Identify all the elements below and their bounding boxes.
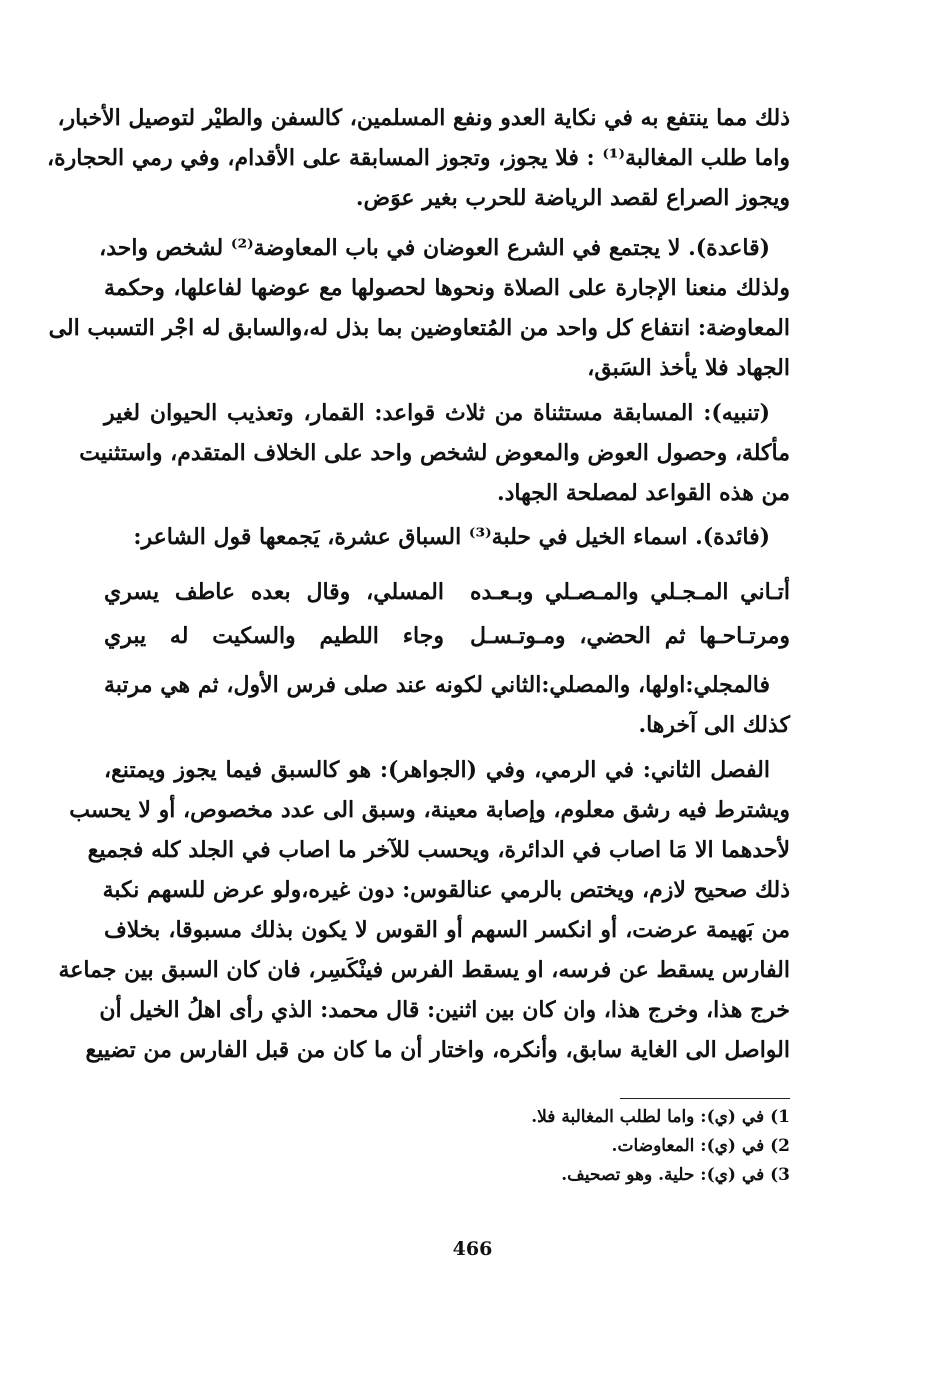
- text-line: ويجوز الصراع لقصد الرياضة للحرب بغير عوَض.: [355, 185, 790, 211]
- paragraph-majli: [104, 665, 790, 745]
- text-line: مأكلة، وحصول العوض والمعوض لشخص واحد على الخلاف المتقدم، واستثنيت: [79, 440, 790, 466]
- text-line: ذلك مما ينتفع به في نكاية العدو ونفع المسلمين، كالسفن والطيْر لتوصيل الأخبار،: [57, 105, 790, 131]
- poem-hemistich-second: وجاء اللطيم والسكيت له يبري: [104, 623, 444, 649]
- text-line: واما طلب المغالبة⁽¹⁾ : فلا يجوز، وتجوز المسابقة على الأقدام، وفي رمي الحجارة،: [47, 145, 790, 171]
- poem-hemistich-first: أتـاني المـجـلي والمـصـلي وبـعـده: [470, 579, 790, 605]
- text-line: (تنبيه): المسابقة مستثناة من ثلاث قواعد: القمار، وتعذيب الحيوان لغير: [104, 400, 770, 426]
- section-heading-line: الفصل الثاني: في الرمي، وفي (الجواهر): هو كالسبق فيما يجوز ويمتنع،: [104, 757, 770, 783]
- poem-hemistich-first: ومرتـاحـها ثم الحضي، ومـوتـسـل: [470, 623, 790, 649]
- paragraph-tanbih: [79, 393, 790, 513]
- paragraph-qaida: [48, 228, 790, 388]
- text-line: المعاوضة: انتفاع كل واحد من المُتعاوضين بما بذل له،والسابق له اجْر التسبب الى: [48, 315, 790, 341]
- paragraph-chapter-two: [58, 750, 790, 1070]
- text-line: الجهاد فلا يأخذ السَبق،: [587, 355, 790, 381]
- footnote-divider: [620, 1098, 790, 1099]
- text-line: ويشترط فيه رشق معلوم، وإصابة معينة، وسبق الى عدد مخصوص، أو لا يحسب: [69, 797, 790, 823]
- paragraph-intro: [47, 98, 790, 218]
- poem-hemistich-second: المسلي، وقال بعده عاطف يسري: [104, 579, 444, 605]
- text-line: لأحدهما الا مَا اصاب في الدائرة، ويحسب للآخر ما اصاب في الجلد كله فجميع: [87, 837, 790, 863]
- poem-verse: [104, 570, 790, 614]
- footnote-1: 1) في (ي): واما لطلب المغالبة فلا.: [531, 1107, 790, 1127]
- poem: [104, 570, 790, 658]
- text-line: فالمجلي:اولها، والمصلي:الثاني لكونه عند صلى فرس الأول، ثم هي مرتبة: [104, 672, 770, 698]
- text-line: (قاعدة). لا يجتمع في الشرع العوضان في باب المعاوضة⁽²⁾ لشخص واحد،: [99, 235, 770, 261]
- page-number: 466: [452, 1238, 493, 1260]
- footnote-3: 3) في (ي): حلية. وهو تصحيف.: [561, 1165, 790, 1185]
- text-line: من بَهيمة عرضت، أو انكسر السهم أو القوس لا يكون بذلك مسبوقا، بخلاف: [104, 917, 790, 943]
- text-line: كذلك الى آخرها.: [638, 712, 790, 738]
- paragraph-faida: [104, 517, 790, 557]
- footnote-2: 2) في (ي): المعاوضات.: [611, 1136, 790, 1156]
- text-line: خرج هذا، وخرج هذا، وان كان بين اثنين: قال محمد: الذي رأى اهلُ الخيل أن: [99, 997, 790, 1023]
- text-line: (فائدة). اسماء الخيل في حلبة⁽³⁾ السباق عشرة، يَجمعها قول الشاعر:: [133, 524, 770, 550]
- text-line: ذلك صحيح لازم، ويختص بالرمي عنالقوس: دون غيره،ولو عرض للسهم نكبة: [102, 877, 790, 903]
- text-line: من هذه القواعد لمصلحة الجهاد.: [496, 480, 790, 506]
- text-line: ولذلك منعنا الإجارة على الصلاة ونحوها لحصولها مع عوضها لفاعلها، وحكمة: [104, 275, 790, 301]
- footnotes: [380, 1103, 790, 1190]
- text-line: الواصل الى الغاية سابق، وأنكره، واختار أن ما كان من قبل الفارس من تضييع: [85, 1037, 790, 1063]
- poem-verse: [104, 614, 790, 658]
- text-line: الفارس يسقط عن فرسه، او يسقط الفرس فينْكَسِر، فان كان السبق بين جماعة: [58, 957, 790, 983]
